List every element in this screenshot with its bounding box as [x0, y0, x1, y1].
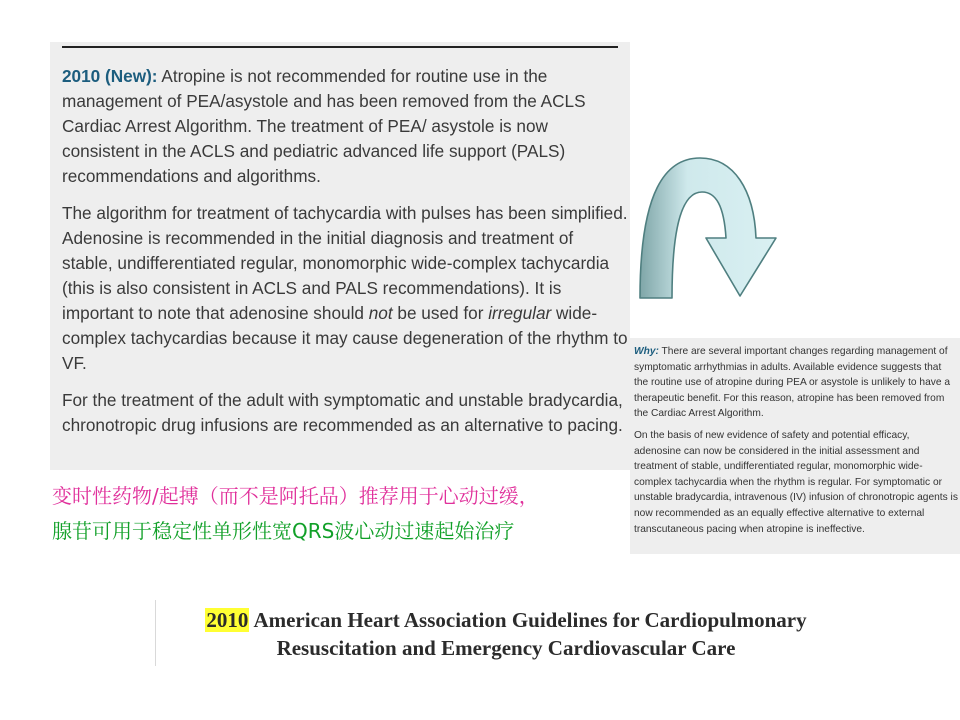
why-paragraph-1-text: There are several important changes regarding management of symptomatic arrhythmias in adults. Available evidence suggests that the routine use of atropine during PEA or asystole is unlikely to have a therapeutic benefit. For this reason, atropine has been removed from the Cardiac Arrest Algorithm. — [634, 346, 951, 420]
why-panel — [630, 338, 960, 554]
why-paragraph-1 — [634, 344, 958, 422]
emphasis-irregular: irregular — [488, 303, 552, 323]
highlighted-year: 2010 — [206, 608, 249, 632]
guideline-excerpt-text — [62, 64, 628, 450]
source-title-line-1-text: American Heart Association Guidelines for Cardiopulmonary — [249, 608, 807, 632]
source-title-line-2: Resuscitation and Emergency Cardiovascular Care — [276, 636, 736, 660]
guideline-excerpt-panel — [50, 42, 630, 470]
paragraph-tachycardia-text-a: The algorithm for treatment of tachycardia with pulses has been simplified. Adenosine is recommended in the initial diagnosis and treatment of stable, undifferentiated regular, monomorphic wide-complex tachycardia (this is also consistent in ACLS and PALS recommendations). It is important to note that adenosine should — [62, 203, 628, 323]
paragraph-atropine-text: Atropine is not recommended for routine use in the management of PEA/asystole and has been removed from the ACLS Cardiac Arrest Algorithm. The treatment of PEA/ asystole is now consistent in the ACLS and pediatric advanced life support (PALS) recommendations and algorithms. — [62, 66, 586, 186]
chinese-note-bradycardia: 变时性药物/起搏（而不是阿托品）推荐用于心动过缓， — [52, 484, 539, 508]
new-label: 2010 (New): — [62, 66, 158, 86]
paragraph-tachycardia-text-c: wide-complex tachycardias because it may cause degeneration of the rhythm to VF. — [62, 303, 628, 373]
source-title-panel — [155, 600, 864, 666]
emphasis-not: not — [368, 303, 393, 323]
top-rule — [62, 46, 618, 48]
paragraph-bradycardia: For the treatment of the adult with symptomatic and unstable bradycardia, chronotropic drug infusions are recommended as an alternative to pacing. — [62, 390, 623, 435]
source-title-line-1 — [156, 606, 856, 634]
source-title — [156, 606, 856, 662]
paragraph-atropine — [62, 64, 628, 189]
curved-arrow-icon — [636, 150, 786, 310]
chinese-note-adenosine: 腺苷可用于稳定性单形性宽QRS波心动过速起始治疗 — [52, 519, 515, 543]
paragraph-tachycardia-text-b: be used for — [392, 303, 489, 323]
why-paragraph-2: On the basis of new evidence of safety and potential efficacy, adenosine can now be considered in the initial assessment and treatment of stable, undifferentiated regular, monomorphic wide-complex tachycardia when the rhythm is regular. For symptomatic or unstable bradycardia, intravenous (IV) infusion of chronotropic agents is now recommended as an equally effective alternative to external transcutaneous pacing when atropine is ineffective. — [634, 429, 958, 535]
why-text — [634, 344, 958, 543]
why-label: Why: — [634, 346, 659, 357]
paragraph-tachycardia — [62, 201, 628, 376]
